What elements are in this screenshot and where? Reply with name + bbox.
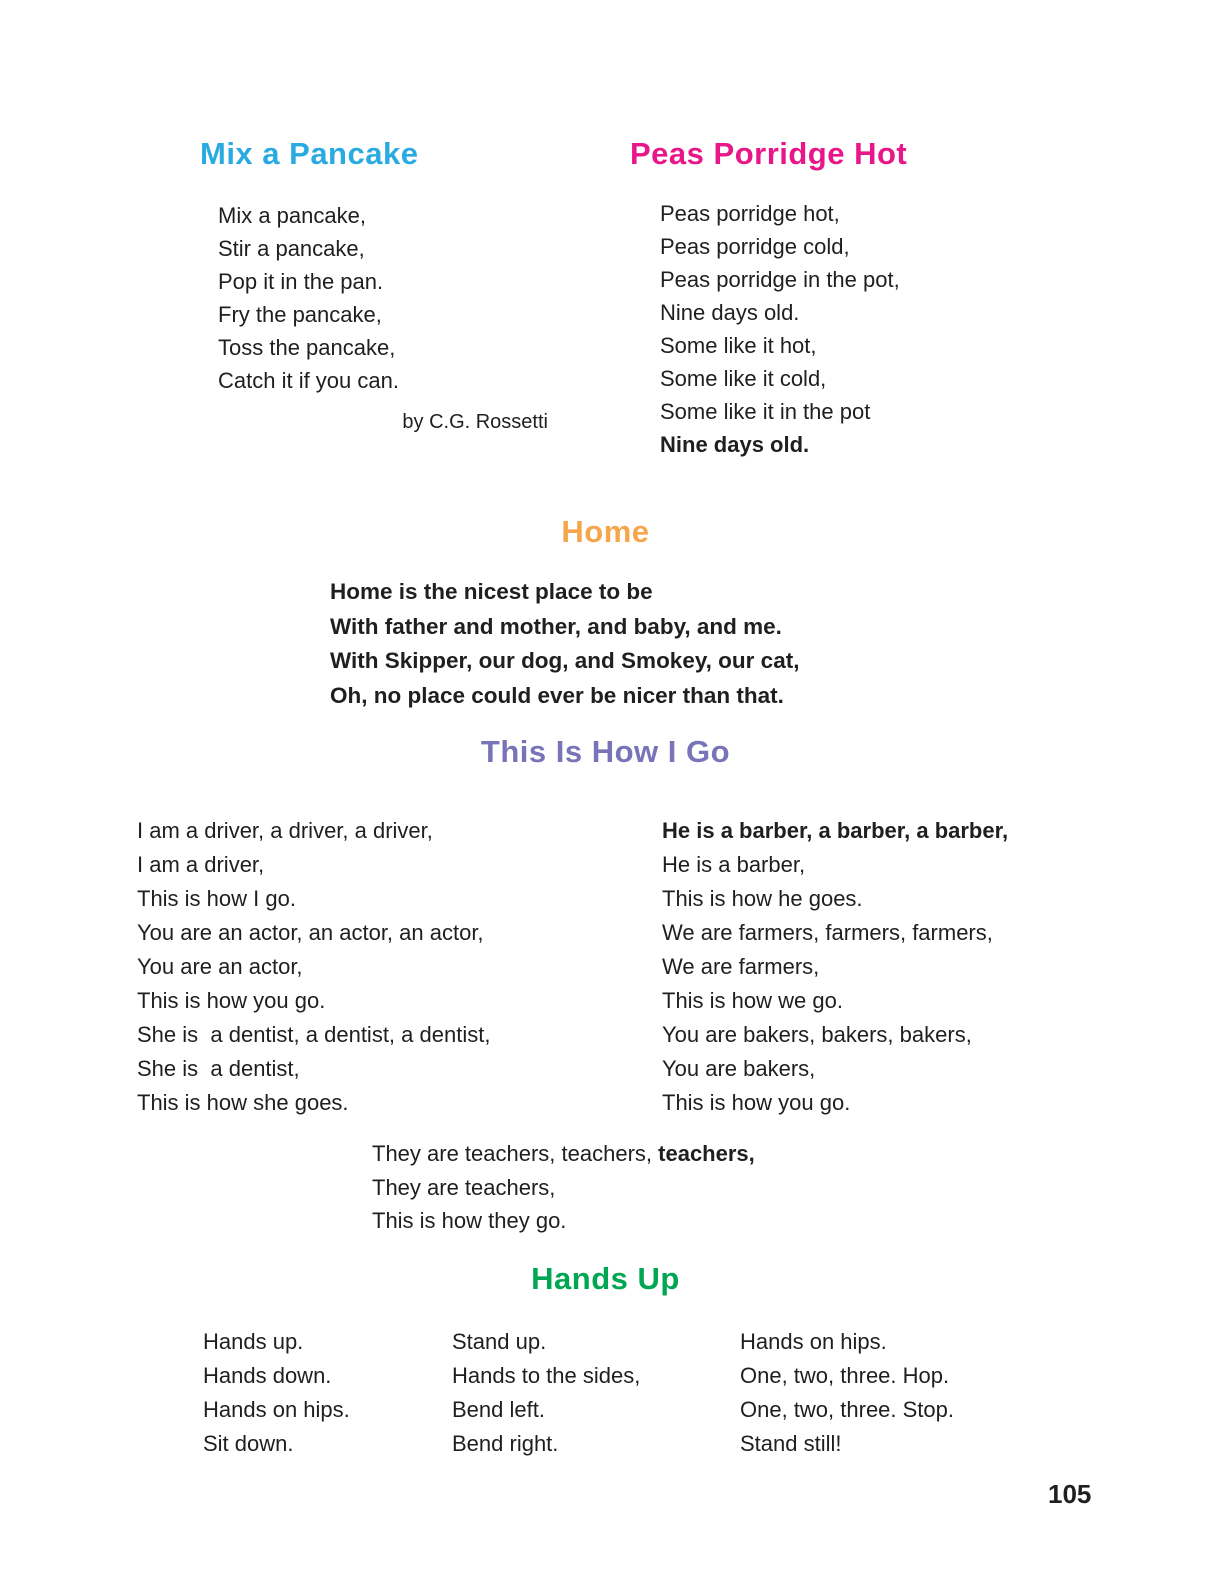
porridge-poem-title: Peas Porridge Hot [630, 136, 908, 171]
poem-line: You are an actor, [137, 954, 303, 979]
poem-line: This is how she goes. [137, 1090, 349, 1115]
pancake-poem [218, 199, 558, 397]
poem-line: Home is the nicest place to be [330, 579, 653, 604]
how-i-go-left-column [137, 814, 617, 1120]
hands-up-title: Hands Up [531, 1261, 680, 1296]
poem-line: Peas porridge hot, [660, 201, 840, 226]
poem-line: This is how you go. [662, 1090, 851, 1115]
home-poem [330, 575, 930, 713]
poem-line: You are an actor, an actor, an actor, [137, 920, 484, 945]
poem-line: This is how he goes. [662, 886, 863, 911]
poem-line: Stand up. [452, 1329, 547, 1354]
poem-line: Toss the pancake, [218, 335, 396, 360]
poem-line: With Skipper, our dog, and Smokey, our cat, [330, 648, 800, 673]
poem-line-bold: Nine days old. [660, 432, 810, 457]
poem-line: Hands on hips. [740, 1329, 887, 1354]
poem-line: She is a dentist, a dentist, a dentist, [137, 1022, 491, 1047]
poem-line: With father and mother, and baby, and me. [330, 613, 782, 639]
poem-line: You are bakers, bakers, bakers, [662, 1022, 972, 1047]
hands-up-column-1 [203, 1325, 433, 1461]
poem-line: He is a barber, [662, 852, 806, 877]
poem-line: Catch it if you can. [218, 368, 399, 393]
poem-line: You are bakers, [662, 1056, 816, 1081]
page-number: 105 [1048, 1479, 1092, 1509]
poem-line: We are farmers, farmers, farmers, [662, 920, 993, 945]
poem-line-bold: He is a barber, a barber, a barber, [662, 818, 1009, 843]
poem-line: Hands on hips. [203, 1397, 350, 1422]
poem-line-segment: They are teachers, teachers, [372, 1141, 659, 1166]
poem-line: Sit down. [203, 1431, 294, 1456]
poem-line: Bend left. [452, 1397, 545, 1422]
poem-line: Oh, no place could ever be nicer than that. [330, 682, 784, 708]
poem-line: Nine days old. [660, 300, 800, 325]
poem-line: Some like it in the pot [660, 399, 871, 424]
poem-line: I am a driver, a driver, a driver, [137, 818, 433, 843]
poem-line: This is how I go. [137, 886, 296, 911]
poem-line: This is how you go. [137, 988, 326, 1013]
pancake-poem-title: Mix a Pancake [200, 136, 419, 171]
poem-line: Peas porridge cold, [660, 234, 850, 259]
poem-line: Stir a pancake, [218, 236, 365, 261]
poem-byline: by C.G. Rossetti [402, 411, 548, 433]
poem-line: She is a dentist, [137, 1056, 300, 1081]
poem-line [372, 1137, 892, 1171]
poem-line: One, two, three. Stop. [740, 1397, 955, 1422]
poem-line: Hands to the sides, [452, 1363, 641, 1388]
poem-line: Bend right. [452, 1431, 559, 1456]
poem-line: Some like it cold, [660, 366, 827, 391]
poem-line: Stand still! [740, 1431, 842, 1456]
poem-line: Some like it hot, [660, 333, 817, 358]
poem-line: Peas porridge in the pot, [660, 267, 900, 292]
how-i-go-center-stanza [372, 1137, 892, 1238]
how-i-go-right-column [662, 814, 1142, 1120]
poem-line: Hands up. [203, 1329, 304, 1354]
poem-line: They are teachers, [372, 1174, 556, 1200]
how-i-go-title: This Is How I Go [480, 734, 731, 769]
poem-line: Pop it in the pan. [218, 269, 384, 294]
poem-line: One, two, three. Hop. [740, 1363, 950, 1388]
hands-up-column-3 [740, 1325, 1030, 1461]
poem-line: Hands down. [203, 1363, 332, 1388]
poem-line-segment-bold: teachers, [658, 1141, 755, 1166]
poem-line: This is how we go. [662, 988, 843, 1013]
poem-line: Mix a pancake, [218, 203, 366, 228]
hands-up-column-2 [452, 1325, 722, 1461]
poem-line: We are farmers, [662, 954, 820, 979]
poem-line: I am a driver, [137, 852, 265, 877]
home-poem-title: Home [561, 514, 650, 549]
poem-line: Fry the pancake, [218, 302, 382, 327]
poem-line: This is how they go. [372, 1208, 567, 1233]
porridge-poem [660, 197, 1060, 461]
